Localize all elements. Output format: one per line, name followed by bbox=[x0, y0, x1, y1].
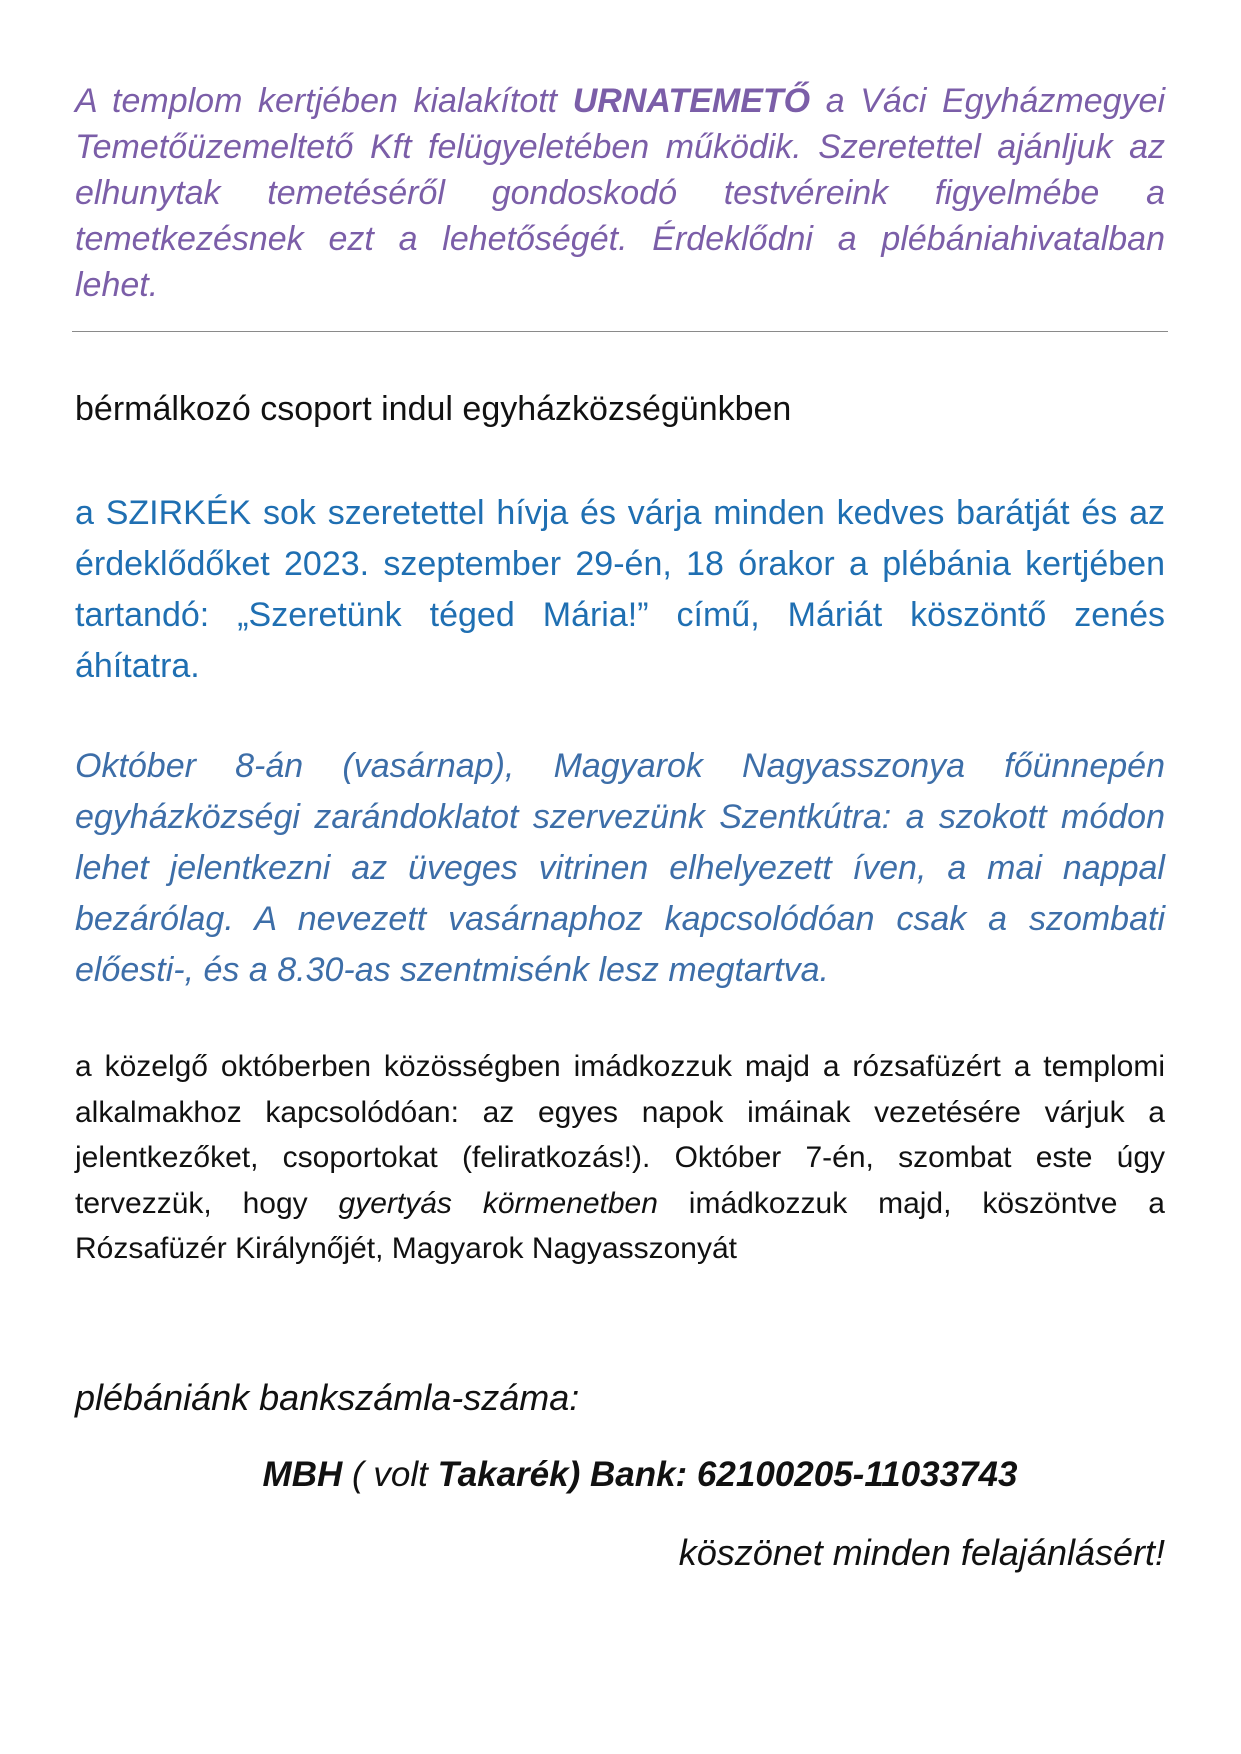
thanks-text: köszönet minden felajánlásért! bbox=[678, 1532, 1165, 1573]
rosary-notice bbox=[75, 1044, 1165, 1272]
bank-name-mbh: MBH bbox=[262, 1455, 343, 1494]
urnatemeto-notice bbox=[75, 78, 1165, 308]
rosary-text-italic: gyertyás körmenetben bbox=[338, 1186, 658, 1220]
bermalkozo-notice: bérmálkozó csoport indul egyházközségünkben bbox=[75, 390, 792, 428]
bank-account-label: plébániánk bankszámla-száma: bbox=[75, 1377, 580, 1418]
urnatemeto-text-post: a Váci Egyházmegyei Temetőüzemeltető Kft felügyeletében működik. Szeretettel ajánljuk az elhunytak temetéséről gondoskodó testvéreink figyelmébe a temetkezésnek ezt a lehetőségét. Érdeklődni a plébániahivatalban lehet. bbox=[75, 82, 1165, 304]
urnatemeto-text-pre: A templom kertjében kialakított bbox=[75, 82, 573, 120]
urnatemeto-highlight: URNATEMETŐ bbox=[572, 82, 811, 120]
szirkek-notice: a SZIRKÉK sok szeretettel hívja és várja minden kedves barátját és az érdeklődőket 2023. szeptember 29-én, 18 órakor a plébánia kertjében tartandó: „Szeretünk téged Mária!” című, Máriát köszöntő zenés áhítatra. bbox=[75, 494, 1165, 685]
bank-name-formerly: ( volt bbox=[342, 1455, 438, 1494]
bank-account-number: Takarék) Bank: 62100205-11033743 bbox=[437, 1455, 1018, 1494]
bank-account-line bbox=[0, 1452, 1241, 1498]
rosary-text-pre: a közelgő októberben közösségben imádkozzuk majd a rózsafüzért a templomi alkalmakhoz kapcsolódóan: az egyes napok imáinak vezetésére várjuk a jelentkezőket, csoportokat (feliratkozás!). Október 7-én, szombat este úgy tervezzük, hogy bbox=[75, 1050, 1165, 1220]
section-divider bbox=[72, 331, 1168, 332]
pilgrimage-notice: Október 8-án (vasárnap), Magyarok Nagyasszonya főünnepén egyházközségi zarándoklatot szervezünk Szentkútra: a szokott módon lehet jelentkezni az üveges vitrinen elhelyezett íven, a mai nappal bezárólag. A nevezett vasárnaphoz kapcsolódóan csak a szombati előesti-, és a 8.30-as szentmisénk lesz megtartva. bbox=[75, 747, 1165, 989]
rosary-text-post: imádkozzuk majd, köszöntve a Rózsafüzér Királynőjét, Magyarok Nagyasszonyát bbox=[75, 1186, 1165, 1265]
